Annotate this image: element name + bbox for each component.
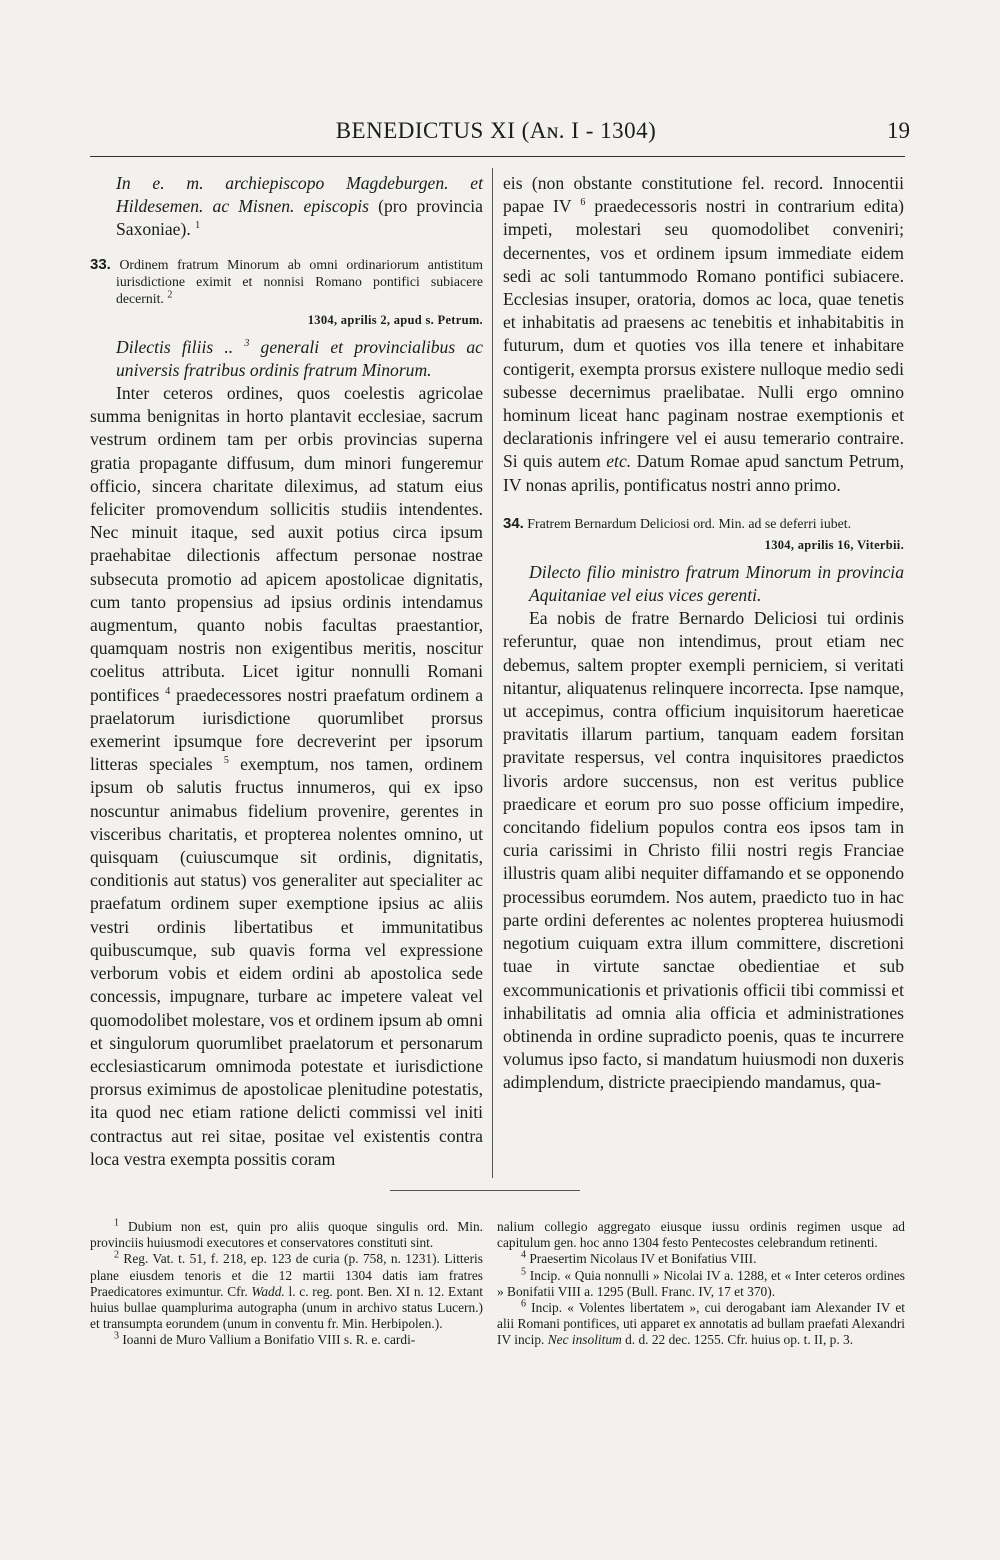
doc-33-cont-2: praedecessoris nostri in contrarium edita) impeti, molestari seu quomodolibet conveniri; decernentes, vos et ordinem ipsum immediate eidem sedi ac soli tantummodo Romano pontifici subiacere. Ecclesias insuper, oratoria, domos ac loca, quae tenetis et inhabitatis ad praesens ac tenebitis et inhabitabitis in futurum, dum et quoties vos illa tenere et inhabitare contigerit, exempta prorsus existere nulloque medio sedi subesse decernimus praelibatae. Nulli ergo omnino hominum liceat hanc paginam nostrae exemptionis et declarationis infringere vel ei ausu temerario contraire. Si quis autem bbox=[503, 196, 904, 472]
continuation-address bbox=[90, 172, 483, 242]
doc-33-summary bbox=[90, 256, 483, 307]
page-header bbox=[90, 118, 910, 152]
footnote-4-mark: 4 bbox=[521, 1249, 526, 1261]
footnote-2-mark: 2 bbox=[114, 1249, 119, 1261]
doc-33-body-continued bbox=[503, 172, 904, 497]
footnote-5-mark: 5 bbox=[521, 1266, 526, 1278]
footnote-2-text-a: Reg. Vat. t. 51, f. 218, ep. 123 de curia (p. 758, n. 1231). Litteris plane eiusdem tenoris et die 12 martii 1304 datis iam fratres Praedicatores eximuntur. Cfr. bbox=[90, 1251, 483, 1299]
continuation-address-italic: In e. m. archiepiscopo Magdeburgen. et Hildesemen. ac Misnen. episcopis bbox=[116, 173, 483, 217]
footnote-6-nec-insolitum: Nec insolitum bbox=[547, 1332, 622, 1348]
footnote-2-text-b: l. c. reg. pont. Ben. XI n. 12. Extant huius bullae quamplurima autographa (unum in archivo status Lucern.) et transumpta eorundem (unum in conventu fr. Min. Herbipolen.). bbox=[90, 1283, 483, 1332]
footnote-ref-6: 6 bbox=[580, 197, 586, 209]
doc-34-number: 34. bbox=[503, 514, 524, 532]
footnote-rule bbox=[390, 1190, 580, 1191]
doc-33-body-2: praedecessores nostri praefatum ordinem a praelatorum iurisdictione quorumlibet prorsus exemerint ipsumque fore decreverint per ipsorum litteras speciales bbox=[90, 684, 483, 775]
doc-33-address bbox=[90, 336, 483, 382]
footnote-ref-3: 3 bbox=[244, 337, 250, 349]
footnote-3-mark: 3 bbox=[114, 1330, 119, 1342]
doc-33-cont-3: Datum Romae apud sanctum Petrum, IV nonas aprilis, pontificatus nostri anno primo. bbox=[503, 451, 905, 495]
doc-33-body-1: Inter ceteros ordines, quos coelestis agricolae summa benignitas in horto plantavit ecclesiae, sacrum vestrum ordinem tam per orbis provincias superna gratia propagante diffusum, dum minori fungeremur officio, sincera charitate dileximus, ad statum eius feliciter promovendum sollicitis studiis intendentes. Nec minuit itaque, sed auxit potius circa ipsum praehabitae dilectionis affectum personae nostrae subsecuta promotio ad apicem apostolicae dignitatis, cum tanto propensius ad ipsius ordinis intendamus augmentum, quanto nobis facultas praestantior, quamquam nostris non exigentibus meritis, noscitur coelitus attributa. Licet igitur nonnulli Romani pontifices bbox=[90, 383, 483, 705]
doc-34-summary bbox=[503, 515, 904, 532]
footnote-ref-4: 4 bbox=[165, 685, 171, 697]
footnote-6 bbox=[497, 1300, 905, 1349]
footnote-1-mark: 1 bbox=[114, 1217, 119, 1229]
doc-34-body: Ea nobis de fratre Bernardo Deliciosi tui ordinis referuntur, quae non intendimus, prout etiam nec debemus, saltem propter exempli perniciem, si veritati nitantur, aliquatenus relinquere incorrecta. Ipse namque, ut accepimus, contra officium inquisitorum haereticae pravitatis illarum partium, tanquam eadem forsitan pravitate respersus, vel contra inquisitores praedictos livoris ardore succensus, non est veritus publice praedicare et eorum pro suo posse officium impedire, concitando fidelium populos contra eos ipsos tam in curia carissimi in Christo filii nostri regis Franciae illustris quam alibi nequiter diffamando et se opponendo processibus eorumdem. Nos autem, praedicto tuo in hac parte ordini deferentes ac nolentes propterea huiusmodi negotium cuiquam extra illum committere, discretioni tuae in virtute sanctae obedientiae et sub excommunicationis et privationis officii tibi commissi et inhabilitatis ad omnia alia officia et administrationes obtinenda in ordine supradicto poenis, quas te incurrere volumus ipso facto, si mandatum huiusmodi non duxeris adimplendum, districte praecipiendo mandamus, qua- bbox=[503, 608, 904, 1093]
footnote-6-text-a: Incip. « Volentes libertatem », cui derogabant iam Alexander IV et alii Romani pontifices, uti apparet ex annotatis ad bullam praefati Alexandri IV incip. bbox=[497, 1300, 905, 1348]
footnote-1-text: Dubium non est, quin pro aliis quoque singulis ord. Min. provinciis huiusmodi executores et conservatores constituti sint. bbox=[90, 1219, 483, 1251]
footnotes-right bbox=[497, 1219, 905, 1349]
doc-34-address: Dilecto filio ministro fratrum Minorum in provincia Aquitaniae vel eius vices gerenti. bbox=[529, 561, 904, 606]
page-number: 19 bbox=[887, 118, 910, 143]
doc-33-body bbox=[90, 382, 483, 1171]
doc-33-number: 33. bbox=[90, 255, 111, 273]
doc-33-summary-text: Ordinem fratrum Minorum ab omni ordinariorum antistitum iurisdictione eximit et nonnisi Romano pontifici subiacere decernit. bbox=[110, 256, 483, 306]
footnotes-left bbox=[90, 1219, 483, 1349]
footnote-3-continued: nalium collegio aggregato eiusque iussu ordinis regimen usque ad capitulum gen. hoc anno 1304 festo Pentecostes celebrandum retinenti. bbox=[497, 1219, 905, 1251]
doc-33-cont-1: eis (non obstante constitutione fel. record. Innocentii papae IV bbox=[503, 173, 904, 217]
footnote-4 bbox=[497, 1251, 905, 1267]
footnote-ref-1: 1 bbox=[195, 220, 201, 232]
header-rule bbox=[90, 156, 905, 157]
footnote-3 bbox=[90, 1332, 483, 1348]
footnote-5-text: Incip. « Quia nonnulli » Nicolai IV a. 1288, et « Inter ceteros ordines » Bonifatii VIII a. 1295 (Bull. Franc. IV, 17 et 370). bbox=[497, 1267, 905, 1299]
footnote-6-text-b: d. d. 22 dec. 1255. Cfr. huius op. t. II, p. 3. bbox=[621, 1332, 854, 1348]
doc-33-etc: etc. bbox=[606, 451, 632, 472]
footnote-2-wadd: Wadd. bbox=[251, 1283, 285, 1299]
footnote-6-mark: 6 bbox=[521, 1298, 526, 1310]
doc-33-date: 1304, aprilis 2, apud s. Petrum. bbox=[307, 312, 483, 327]
doc-33-address-a: Dilectis filiis .. bbox=[116, 336, 245, 357]
footnote-ref-5: 5 bbox=[223, 755, 229, 767]
doc-33-body-3: exemptum, nos tamen, ordinem ipsum ob salutis fructus innumeros, qui ex ipso noscuntur animabus fidelium provenire, gerentes in visceribus charitatis, et propterea nolentes omnino, ut quisquam (cuiuscumque sit ordinis, dignitatis, conditionis aut status) vos generaliter aut specialiter ac praefatum ordinem super exemptione ipsius ac aliis vestri ordinis libertatibus et immunitatibus quibuscumque, sub quavis forma vel expressione verborum vobis et eidem ordini ab apostolica sede concessis, impugnare, turbare ac impetere valeat vel quomodolibet molestare, vos et ordinem ipsum ab omni et singulorum quorumlibet praelatorum et personarum ecclesiasticarum omnimoda potestate et iurisdictione prorsus eximimus de apostolicae plenitudine potestatis, ita quod nec etiam ratione delicti commissi vel initi contractus aut rei sitae, positae vel existentis contra loca vestra exempta possitis coram bbox=[90, 754, 483, 1169]
doc-33-address-b: generali et provincialibus ac universis fratribus ordinis fratrum Minorum. bbox=[116, 336, 483, 380]
doc-34-summary-text: Fratrem Bernardum Deliciosi ord. Min. ad se deferri iubet. bbox=[523, 515, 852, 531]
footnote-1 bbox=[90, 1219, 483, 1251]
footnote-2 bbox=[90, 1251, 483, 1332]
footnote-5 bbox=[497, 1268, 905, 1300]
running-title: BENEDICTUS XI (Aɴ. I - 1304) bbox=[335, 118, 657, 143]
footnote-3-text-a: Ioanni de Muro Vallium a Bonifatio VIII s. R. e. cardi- bbox=[119, 1332, 416, 1348]
column-divider bbox=[492, 168, 493, 1178]
right-column bbox=[503, 172, 904, 1095]
left-column bbox=[90, 172, 483, 1171]
continuation-address-rest: (pro provincia Saxoniae). bbox=[116, 196, 483, 240]
footnote-ref-2: 2 bbox=[167, 289, 173, 301]
doc-34-date: 1304, aprilis 16, Viterbii. bbox=[764, 537, 904, 552]
footnote-4-text: Praesertim Nicolaus IV et Bonifatius VIII. bbox=[526, 1251, 757, 1267]
